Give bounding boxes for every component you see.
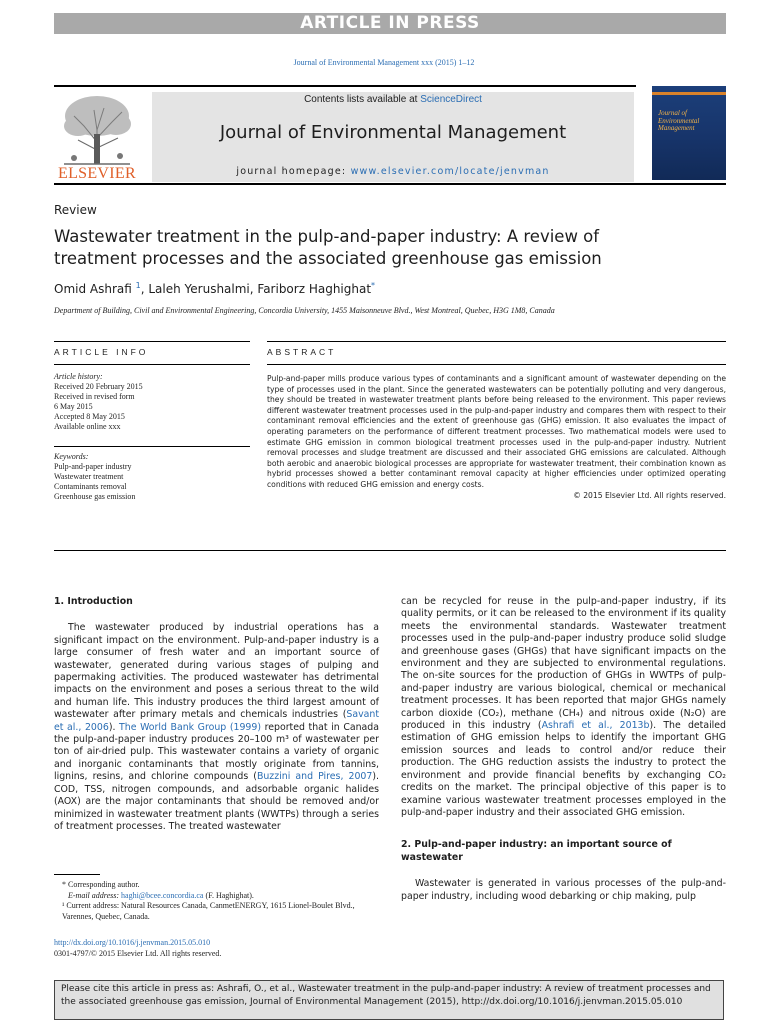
paragraph-text: The wastewater produced by industrial operations has a significant impact on the environment. Pulp-and-paper industry is a large consumer of fresh water and an important source of wastewater, generated during various stages of pulping and papermaking activities. The produced wastewater has detrimental impacts on the environment and poses a serious threat to the wild and human life. This industry produces the third largest amount of wastewater after primary metals and chemicals industries ( [54, 622, 379, 721]
contents-prefix: Contents lists available at [304, 94, 421, 105]
sciencedirect-link[interactable]: ScienceDirect [420, 94, 482, 105]
citation-link[interactable]: Ashrafi et al., 2013b [541, 720, 650, 732]
body-column-left [54, 596, 379, 833]
footnotes [54, 880, 379, 922]
article-history [54, 372, 250, 432]
homepage-prefix: journal homepage: [236, 166, 351, 177]
article-info-heading: ARTICLE INFO [54, 347, 149, 357]
footnote-rule [54, 874, 100, 875]
author-affiliation: Department of Building, Civil and Environmental Engineering, Concordia University, 1455 Maisonneuve Blvd., West Montreal, Quebec, H3G 1M8, Canada [54, 306, 555, 315]
abstract-body [267, 374, 726, 501]
history-item: Received 20 February 2015 [54, 382, 143, 391]
article-type: Review [54, 203, 97, 217]
elsevier-wordmark[interactable]: ELSEVIER [58, 165, 136, 182]
author-footnote-marker[interactable]: 1 [135, 281, 141, 290]
author-list [54, 281, 375, 296]
citation-link[interactable]: Savant et al., 2006 [54, 709, 379, 733]
history-item: Available online xxx [54, 422, 121, 431]
email-label: E-mail address: [68, 890, 122, 900]
email-owner: (F. Haghighat). [203, 890, 254, 900]
article-in-press-banner: ARTICLE IN PRESS [54, 13, 726, 34]
doi-link[interactable]: http://dx.doi.org/10.1016/j.jenvman.2015.05.010 [54, 938, 211, 947]
keywords-label: Keywords: [54, 452, 89, 461]
contents-line [152, 94, 634, 105]
homepage-link[interactable]: www.elsevier.com/locate/jenvman [350, 166, 550, 177]
history-item: Accepted 8 May 2015 [54, 412, 125, 421]
journal-homepage-line [152, 166, 634, 177]
intro-paragraph [54, 622, 379, 833]
citation-box: Please cite this article in press as: Ashrafi, O., et al., Wastewater treatment in the pulp-and-paper industry: A review of treatment processes and the associated greenhouse gas emission, Journal of Environmental Management (2015), http://dx.doi.org/10.1016/j.jenvman.2015.05.010 [54, 980, 724, 1020]
journal-reference[interactable]: Journal of Environmental Management xxx (2015) 1–12 [293, 58, 475, 67]
history-item: Received in revised form [54, 392, 135, 401]
article-info-underline [54, 364, 250, 365]
citation-link[interactable]: The World Bank Group (1999) [119, 721, 261, 733]
doi-block [54, 938, 221, 959]
author-name: Omid Ashrafi [54, 282, 132, 296]
journal-cover-thumbnail[interactable] [652, 86, 726, 180]
masthead-bottom-rule [54, 183, 726, 185]
abstract-end-rule [54, 550, 726, 551]
corresponding-author-marker[interactable]: * [371, 281, 376, 290]
cover-stripe [652, 92, 726, 95]
keyword: Greenhouse gas emission [54, 492, 136, 501]
paragraph-text: can be recycled for reuse in the pulp-and-paper industry, if its quality permits, or it can be released to the environment if its quality meets the environmental standards. Wastewater treatment processes used in the pulp-and-paper industry produce solid sludge and greenhouse gases (GHGs) that have significant impacts on the environment and they are subjected to environmental regulations. The on-site sources for the production of GHGs in WWTPs of pulp-and-paper industry are various biological, chemical or mechanical treatment processes. It has been reported that major GHGs namely carbon dioxide (CO₂), methane (CH₄) and nitrous oxide (N₂O) are produced in this industry ( [401, 596, 726, 732]
keywords-rule [54, 446, 250, 447]
abstract-underline [267, 364, 726, 365]
intro-paragraph-continued [401, 596, 726, 819]
journal-masthead [152, 92, 634, 182]
issn-line: 0301-4797/© 2015 Elsevier Ltd. All rights reserved. [54, 948, 222, 958]
masthead-top-rule [54, 85, 636, 87]
citation-link[interactable]: Buzzini and Pires, 2007 [256, 771, 373, 783]
paragraph-text: ). COD, TSS, nitrogen compounds, and adsorbable organic halides (AOX) are the major contaminants that should be removed and/or minimized in wastewater treatment plants (WWTPs) through a series of treatment processes. The treated wastewater [54, 771, 379, 832]
paragraph-text: ). The detailed estimation of GHG emission helps to identify the important GHG emission sources and leads to control and/or reduce their production. The GHG reduction assists the industry to protect the environment and provide financial benefits by exchanging CO₂ credits on the market. The principal objective of this paper is to examine various wastewater treatment processes employed in the pulp-and-paper industry and their associated GHG emission. [401, 720, 727, 818]
author-names: , Laleh Yerushalmi, Fariborz Haghighat [140, 282, 372, 296]
section-2-heading: 2. Pulp-and-paper industry: an important source of wastewater [401, 839, 672, 863]
article-title: Wastewater treatment in the pulp-and-paper industry: A review of treatment processes and the associated greenhouse gas emission [54, 227, 602, 268]
paragraph-text: ). [108, 721, 120, 733]
journal-title: Journal of Environmental Management [219, 122, 567, 143]
email-link[interactable]: haghi@bcee.concordia.ca [121, 890, 204, 900]
body-column-right [401, 596, 726, 903]
section-1-heading: 1. Introduction [54, 596, 133, 607]
email-note [54, 891, 379, 902]
history-label: Article history: [54, 372, 103, 381]
article-info-rule [54, 341, 250, 342]
keyword: Pulp-and-paper industry [54, 462, 132, 471]
abstract-heading: ABSTRACT [267, 347, 337, 357]
cover-title: Journal of Environmental Management [658, 109, 700, 132]
paragraph-text: reported that in Canada the pulp-and-paper industry produces 20–100 m³ of wastewater per ton of air-dried pulp. This wastewater contains a variety of organic and inorganic contaminants that mostly originate from tannins, lignins, resins, and chlorine compounds ( [54, 721, 379, 783]
history-item: 6 May 2015 [54, 402, 93, 411]
keywords-block [54, 452, 250, 502]
keyword: Contaminants removal [54, 482, 127, 491]
abstract-copyright: © 2015 Elsevier Ltd. All rights reserved. [573, 490, 726, 500]
section-2-paragraph: Wastewater is generated in various processes of the pulp-and-paper industry, including wood debarking or chip making, pulp [401, 878, 726, 902]
current-address-note: ¹ Current address: Natural Resources Canada, CanmetENERGY, 1615 Lionel-Boulet Blvd., Varennes, Quebec, Canada. [62, 901, 355, 921]
corresponding-author-note: * Corresponding author. [62, 880, 140, 889]
keyword: Wastewater treatment [54, 472, 124, 481]
abstract-text: Pulp-and-paper mills produce various types of contaminants and a significant amount of wastewater depending on the type of processes used in the plant. Since the generated wastewaters can be potentially polluting and very dangerous, they should be treated in wastewater treatment plants before being released to the environment. This paper reviews different wastewater treatment processes used in the pulp-and-paper industry and compares them with respect to their contaminant removal efficiencies and the extent of greenhouse gas (GHG) emission. It also evaluates the impact of operating parameters on the performance of different treatment processes. Two mathematical models were used to estimate GHG emission in common biological treatment processes used in the pulp-and-paper industry. Nutrient removal processes and sludge treatment are discussed and their associated GHG emissions are calculated. Although both aerobic and anaerobic biological processes are appropriate for wastewater treatment, their combination known as hybrid processes showed a better contaminant removal capacity at higher efficiencies under optimized operating conditions with reduced GHG emission and energy costs. [267, 374, 726, 489]
abstract-rule [267, 341, 726, 342]
